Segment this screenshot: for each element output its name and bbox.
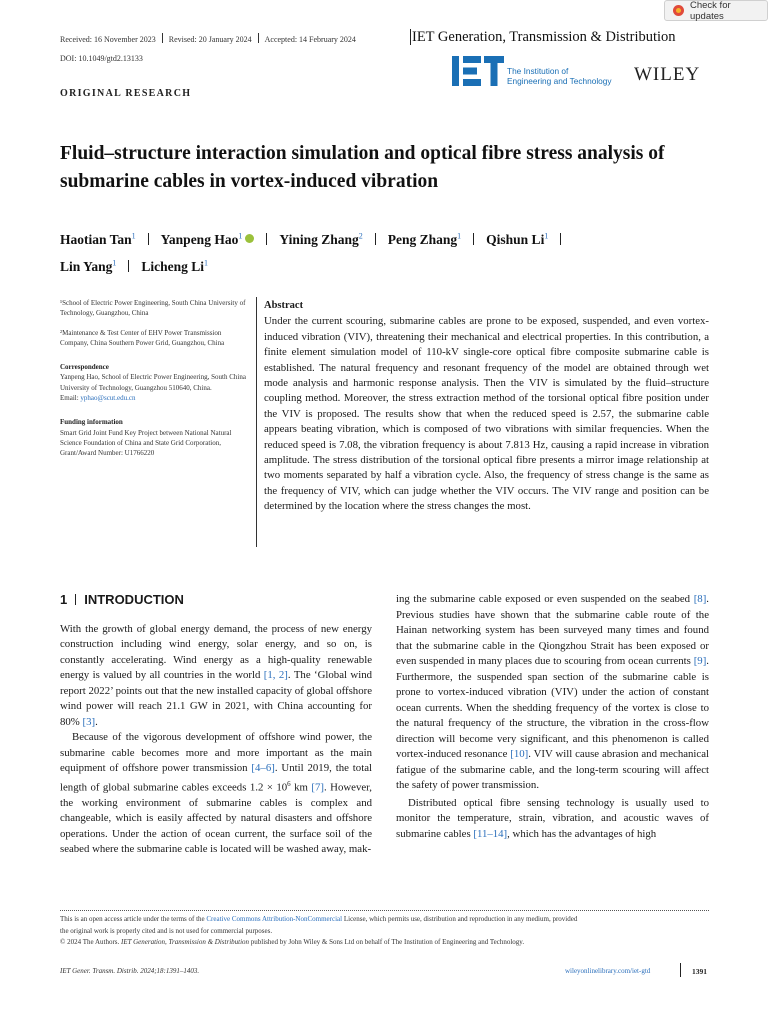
abstract: [264, 298, 709, 515]
page-divider: [680, 963, 681, 977]
received-date: Received: 16 November 2023: [60, 35, 156, 44]
paragraph: ing the submarine cable exposed or even suspended on the seabed [8]. Previous studies have shown that the submarine cable route of the Hainan networking system has been surveyed many times and found that the submarine cable in the Qiongzhou Strait has been exposed or even suspended in many places due to scouring from ocean currents [9]. Furthermore, the suspended span section of the submarine cable is prone to vortex-induced vibration (VIV) under the action of constant ocean currents. When the shedding frequency of the vortex is close to the natural frequency of the structure, the vibration in the cross-flow direction will become very significant, and this phenomenon is called vortex-induced resonance [10]. VIV will cause abrasion and mechanical fatigue of the submarine cable, and the long-term scouring will affect the safety of power transmission.: [396, 593, 709, 791]
author[interactable]: Qishun Li$^1$: [486, 231, 549, 247]
citation-link[interactable]: [4–6]: [251, 762, 275, 774]
citation-line: IET Gener. Transm. Distrib. 2024;18:1391–1403.: [60, 967, 200, 975]
author[interactable]: Licheng Li$^1$: [141, 258, 209, 274]
page-title: Fluid–structure interaction simulation and optical fibre stress analysis of submarine cables in vortex-induced vibration: [60, 143, 665, 192]
author[interactable]: Yanpeng Hao$^1$: [161, 232, 255, 247]
citation-link[interactable]: [1, 2]: [263, 669, 288, 681]
body-column-right: [396, 592, 709, 842]
section-heading: 1 INTRODUCTION: [60, 592, 184, 607]
license-link[interactable]: Creative Commons Attribution-NonCommercial: [206, 915, 343, 923]
journal-divider: [410, 29, 411, 45]
citation-link[interactable]: [8]: [693, 593, 707, 605]
citation-link[interactable]: [9]: [693, 655, 707, 667]
paragraph: Distributed optical fibre sensing technology is usually used to monitor the temperature, strain, vibration, and acoustic waves of submarine cables [11–14], which has the advantages of high: [396, 796, 709, 840]
paragraph: With the growth of global energy demand, the process of new energy construction including wind energy, solar energy, and so on, is constantly accelerating. Wind energy as a high-quality renewable energy is valued by all countries in the world [1, 2]. The ‘Global wind report 2022’ points out that the new installed capacity of global offshore wind power will reach 21.1 GW in 2021, with China accounting for 80% [3].: [60, 622, 372, 728]
abstract-divider: [256, 297, 257, 547]
accepted-date: Accepted: 14 February 2024: [264, 35, 356, 44]
citation-link[interactable]: [10]: [510, 748, 529, 760]
affiliation: ²Maintenance & Test Center of EHV Power Transmission Company, China Southern Power Grid, Guangzhou, China: [60, 328, 225, 347]
author[interactable]: Peng Zhang$^1$: [387, 231, 462, 247]
crossmark-icon: [673, 5, 684, 16]
journal-title: IET Generation, Transmission & Distribution: [412, 29, 676, 45]
correspondence-heading: Correspondence: [60, 363, 109, 372]
citation-link[interactable]: [7]: [311, 781, 324, 794]
affiliation: ¹School of Electric Power Engineering, South China University of Technology, Guangzhou, China: [60, 299, 246, 318]
abstract-heading: Abstract: [264, 300, 304, 311]
funding-text: Smart Grid Joint Fund Key Project between National Natural Science Foundation of China and State Grid Corporation, Grant/Award Number: U1766220: [60, 428, 232, 458]
email-link[interactable]: yphao@scut.edu.cn: [80, 394, 136, 403]
paragraph: Because of the vigorous development of offshore wind power, the submarine cable becomes more and more important as the main equipment of offshore power transmission [4–6]. Until 2019, the total length of global submarine cables exceeds $1.2 \times 10^6$ km [7]. However, the working environment of submarine cables is complex and changeable, which is easily affected by natural disasters and offshore operations. Under the action of ocean current, the surface soil of the seabed where the submarine cable is located will be washed away, mak-: [60, 731, 372, 856]
iet-name: [507, 66, 612, 86]
author[interactable]: Lin Yang$^1$: [60, 258, 117, 274]
citation-link[interactable]: [11–14]: [473, 827, 508, 840]
doi[interactable]: DOI: 10.1049/gtd2.13133: [60, 54, 143, 63]
author[interactable]: Haotian Tan$^1$: [60, 231, 136, 247]
footer-divider: [60, 910, 709, 911]
iet-line-2: Engineering and Technology: [507, 76, 612, 86]
funding-heading: Funding information: [60, 418, 123, 427]
article-dates: [60, 33, 356, 44]
correspondence-text: Yanpeng Hao, School of Electric Power Engineering, South China University of Technology, Guangzhou 510640, China.: [60, 373, 246, 392]
iet-line-1: The Institution of: [507, 66, 569, 76]
license-notice: This is an open access article under the terms of the Creative Commons Attribution-NonCommercial License, which permits use, distribution and reproduction in any medium, provided the original work is properly cited and is not used for commercial purposes. © 2024 The Authors. IET Generation, Transmission & Distribution published by John Wiley & Sons Ltd on behalf of The Institution of Engineering and Technology.: [60, 915, 578, 946]
author[interactable]: Yining Zhang$^2$: [279, 231, 363, 247]
orcid-icon[interactable]: [245, 234, 254, 243]
wiley-logo: WILEY: [634, 64, 701, 85]
correspondence-email: Email: yphao@scut.edu.cn: [60, 394, 136, 403]
check-for-updates-label: Check for updates: [689, 0, 731, 22]
article-type: ORIGINAL RESEARCH: [60, 88, 192, 99]
body-column-left: [60, 592, 372, 858]
article-sidebar: [60, 298, 246, 459]
iet-logo-icon: [452, 56, 504, 86]
check-for-updates-button[interactable]: [664, 0, 768, 21]
revised-date: Revised: 20 January 2024: [168, 35, 252, 44]
abstract-text: Under the current scouring, submarine cables are prone to be exposed, suspended, and even vortex-induced vibration (VIV), threatening their mechanical and electrical properties. In this contribution, a finite element simulation model of 110-kV single-core optical fibre composite submarine cable is established. The natural frequency and resonant frequency of the model are obtained through wet mode analysis and harmonic response analysis. Then the VIV is simulated by the fluid–structure coupling method. Moreover, the stress extraction method of the torsional optical fibre position under the VIV is proposed. The results show that when the reduced speed is 2.57, the submarine cable appears beating vibration, which is composed of two vibrations with similar frequencies. When the reduced speed is 7.08, the vibration frequency is about 7.813 Hz, causing a rapid increase in vibration amplitude. The stress distribution of the torsional optical fibre presents a mirror image relationship at two moments separated by half a vibration cycle. Also, the frequency of stress change is the same as the frequency of VIV, which can judge whether the VIV occurs. The VIV range and position can be determined by the location where the stress changes the most.: [264, 315, 709, 513]
author-list: [60, 224, 720, 279]
page-number: 1391: [692, 967, 707, 976]
journal-url-link[interactable]: wileyonlinelibrary.com/iet-gtd: [565, 967, 651, 975]
citation-link[interactable]: [3]: [82, 715, 96, 728]
